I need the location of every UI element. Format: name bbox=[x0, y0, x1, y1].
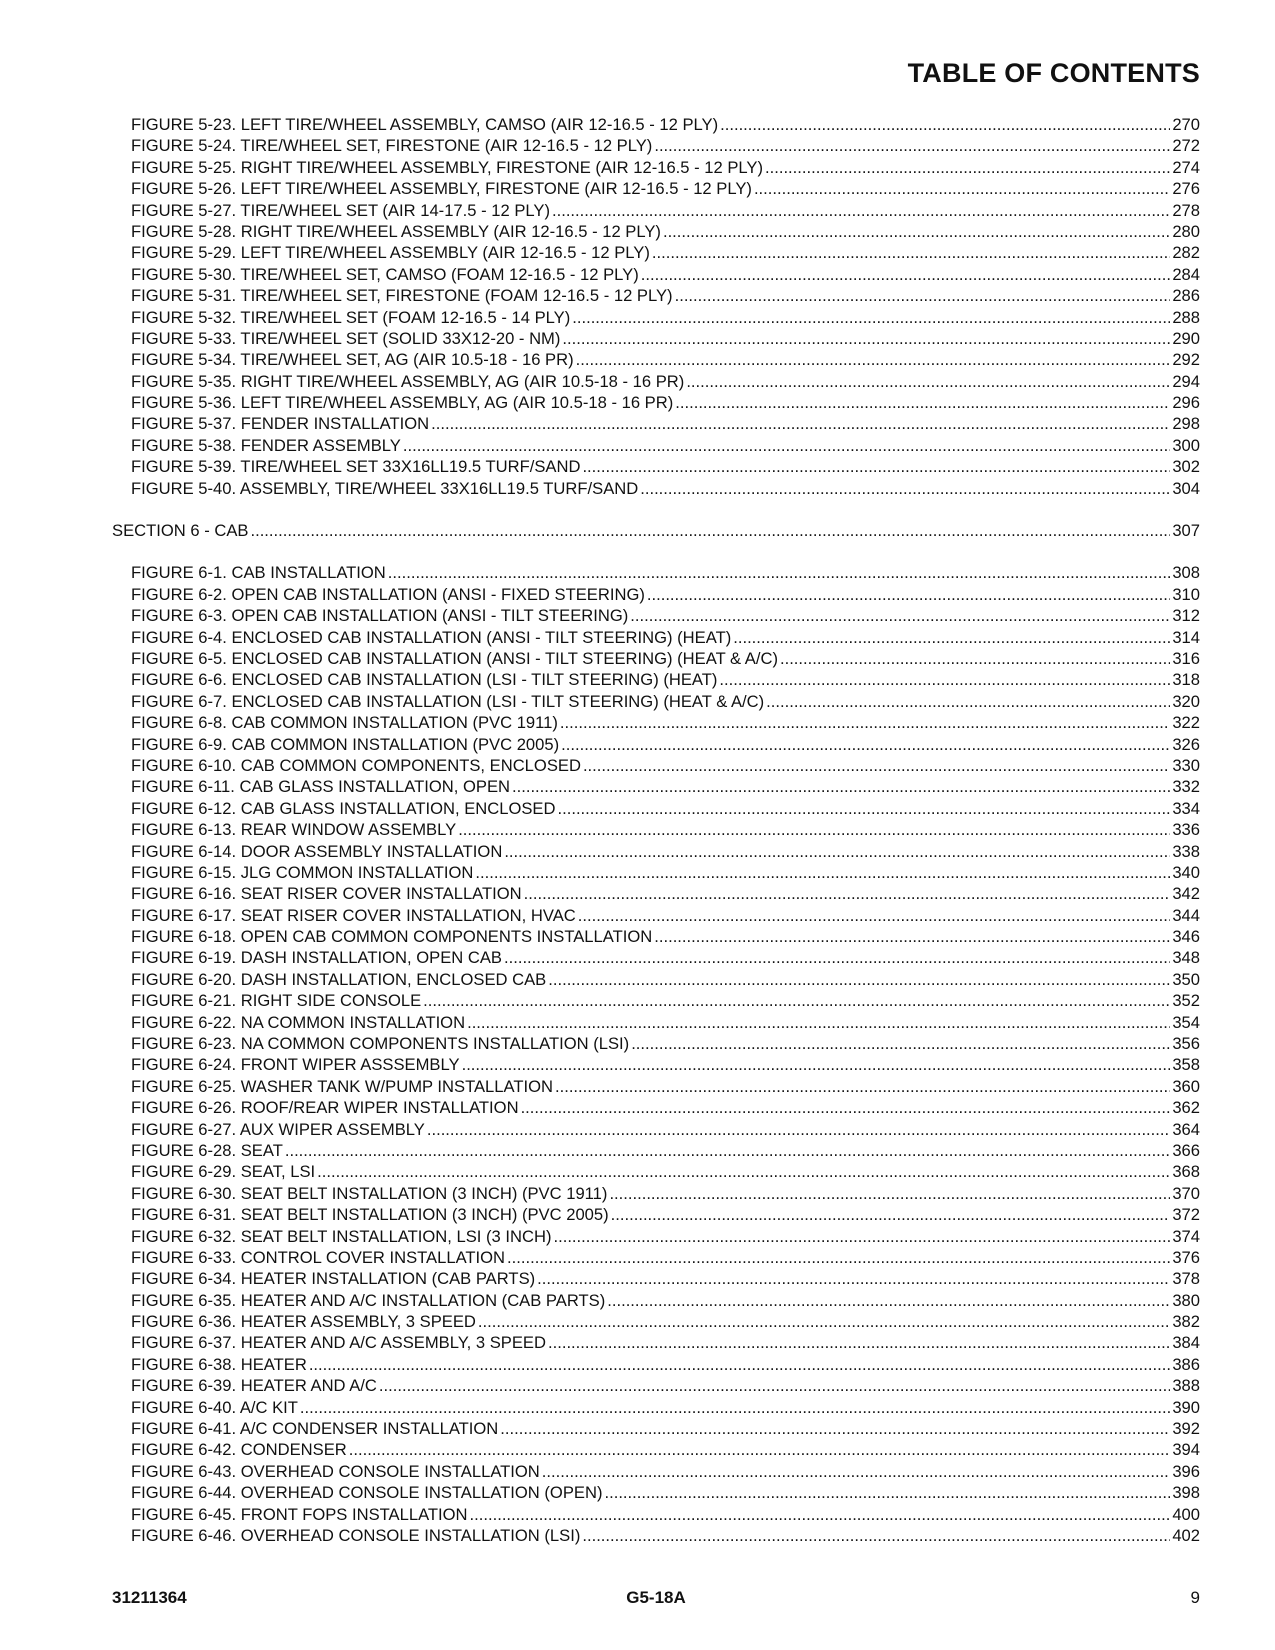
page-title: TABLE OF CONTENTS bbox=[907, 58, 1200, 88]
dot-leader bbox=[631, 1033, 1170, 1054]
toc-entry[interactable] bbox=[0, 562, 1275, 583]
toc-entry-page: 296 bbox=[1172, 393, 1200, 413]
dot-leader bbox=[478, 1311, 1170, 1332]
toc-entry-label: FIGURE 6-46. OVERHEAD CONSOLE INSTALLATION (LSI) bbox=[131, 1526, 581, 1545]
dot-leader bbox=[475, 862, 1170, 883]
dot-leader bbox=[462, 1054, 1171, 1075]
dot-leader bbox=[611, 1204, 1171, 1225]
toc-entry-label: FIGURE 6-41. A/C CONDENSER INSTALLATION bbox=[131, 1419, 499, 1439]
toc-entry-page: 346 bbox=[1172, 927, 1200, 947]
toc-entry-label: FIGURE 5-30. TIRE/WHEEL SET, CAMSO (FOAM 12-16.5 - 12 PLY) bbox=[131, 264, 639, 284]
spacer bbox=[0, 499, 1275, 520]
toc-entry-page: 278 bbox=[1172, 200, 1200, 220]
toc-entry[interactable] bbox=[0, 1525, 1275, 1546]
toc-entry-label: FIGURE 6-11. CAB GLASS INSTALLATION, OPEN bbox=[131, 777, 510, 797]
dot-leader bbox=[427, 1119, 1170, 1140]
dot-leader bbox=[582, 456, 1170, 477]
toc-entry[interactable] bbox=[0, 285, 1275, 306]
section-6-figure-list bbox=[0, 562, 1275, 1546]
toc-entry-page: 284 bbox=[1172, 264, 1200, 284]
dot-leader bbox=[652, 242, 1170, 263]
toc-entry-label: FIGURE 6-12. CAB GLASS INSTALLATION, ENCLOSED bbox=[131, 798, 556, 818]
dot-leader bbox=[317, 1161, 1170, 1182]
toc-entry-label: FIGURE 6-16. SEAT RISER COVER INSTALLATION bbox=[131, 884, 522, 904]
dot-leader bbox=[470, 1504, 1171, 1525]
toc-entry-page: 362 bbox=[1172, 1098, 1200, 1118]
dot-leader bbox=[576, 349, 1171, 370]
toc-entry[interactable] bbox=[0, 1504, 1275, 1525]
toc-entry-page: 394 bbox=[1172, 1440, 1200, 1460]
toc-entry-label: FIGURE 6-4. ENCLOSED CAB INSTALLATION (ANSI - TILT STEERING) (HEAT) bbox=[131, 627, 732, 647]
toc-entry-label: FIGURE 5-37. FENDER INSTALLATION bbox=[131, 414, 430, 434]
toc-entry-label: SECTION 6 - CAB bbox=[112, 521, 249, 541]
toc-entry-page: 298 bbox=[1172, 414, 1200, 434]
toc-entry-page: 292 bbox=[1172, 350, 1200, 370]
toc-entry-page: 344 bbox=[1172, 905, 1200, 925]
toc-entry-page: 354 bbox=[1172, 1012, 1200, 1032]
toc-entry-label: FIGURE 6-27. AUX WIPER ASSEMBLY bbox=[131, 1119, 425, 1139]
toc-entry[interactable] bbox=[0, 1033, 1275, 1054]
toc-entry-label: FIGURE 6-25. WASHER TANK W/PUMP INSTALLATION bbox=[131, 1076, 553, 1096]
toc-entry-label: FIGURE 5-31. TIRE/WHEEL SET, FIRESTONE (FOAM 12-16.5 - 12 PLY) bbox=[131, 286, 673, 306]
dot-leader bbox=[548, 1332, 1170, 1353]
dot-leader bbox=[537, 1268, 1170, 1289]
dot-leader bbox=[250, 520, 1170, 541]
toc-entry-label: FIGURE 6-36. HEATER ASSEMBLY, 3 SPEED bbox=[131, 1312, 476, 1332]
toc-entry-page: 340 bbox=[1172, 862, 1200, 882]
toc-entry-page: 358 bbox=[1172, 1055, 1200, 1075]
dot-leader bbox=[423, 990, 1170, 1011]
dot-leader bbox=[582, 1525, 1170, 1546]
toc-entry[interactable] bbox=[0, 1247, 1275, 1268]
dot-leader bbox=[467, 1012, 1170, 1033]
toc-entry-label: FIGURE 5-35. RIGHT TIRE/WHEEL ASSEMBLY, AG (AIR 10.5-18 - 16 PR) bbox=[131, 371, 685, 391]
toc-entry-label: FIGURE 5-34. TIRE/WHEEL SET, AG (AIR 10.5-18 - 16 PR) bbox=[131, 350, 574, 370]
toc-entry-label: FIGURE 6-21. RIGHT SIDE CONSOLE bbox=[131, 991, 422, 1011]
dot-leader bbox=[555, 1076, 1170, 1097]
toc-entry[interactable] bbox=[0, 1290, 1275, 1311]
section-5-figure-list bbox=[0, 114, 1275, 499]
toc-entry-label: FIGURE 6-17. SEAT RISER COVER INSTALLATION, HVAC bbox=[131, 905, 576, 925]
toc-entry-page: 308 bbox=[1172, 563, 1200, 583]
toc-entry[interactable] bbox=[0, 135, 1275, 156]
toc-entry[interactable] bbox=[0, 157, 1275, 178]
dot-leader bbox=[500, 1418, 1170, 1439]
dot-leader bbox=[285, 1140, 1170, 1161]
toc-entry[interactable] bbox=[0, 862, 1275, 883]
dot-leader bbox=[458, 819, 1170, 840]
toc-entry-label: FIGURE 6-39. HEATER AND A/C bbox=[131, 1376, 377, 1396]
toc-entry[interactable] bbox=[0, 819, 1275, 840]
toc-entry-page: 368 bbox=[1172, 1162, 1200, 1182]
toc-entry-label: FIGURE 6-5. ENCLOSED CAB INSTALLATION (ANSI - TILT STEERING) (HEAT & A/C) bbox=[131, 648, 778, 668]
document-number: 31211364 bbox=[112, 1588, 187, 1607]
toc-entry-page: 376 bbox=[1172, 1247, 1200, 1267]
toc-entry[interactable] bbox=[0, 200, 1275, 221]
toc-entry[interactable] bbox=[0, 627, 1275, 648]
toc-entry[interactable] bbox=[0, 1332, 1275, 1353]
toc-entry-page: 276 bbox=[1172, 179, 1200, 199]
toc-entry[interactable] bbox=[0, 712, 1275, 733]
toc-entry-page: 302 bbox=[1172, 457, 1200, 477]
dot-leader bbox=[654, 926, 1170, 947]
toc-entry-label: FIGURE 5-36. LEFT TIRE/WHEEL ASSEMBLY, AG (AIR 10.5-18 - 16 PR) bbox=[131, 393, 674, 413]
toc-entry[interactable] bbox=[0, 478, 1275, 499]
model-number: G5-18A bbox=[626, 1588, 686, 1607]
dot-leader bbox=[561, 734, 1170, 755]
toc-entry-page: 326 bbox=[1172, 734, 1200, 754]
toc-entry-page: 352 bbox=[1172, 991, 1200, 1011]
toc-entry[interactable] bbox=[0, 947, 1275, 968]
toc-entry[interactable] bbox=[0, 264, 1275, 285]
toc-entry-page: 360 bbox=[1172, 1076, 1200, 1096]
toc-entry-label: FIGURE 6-38. HEATER bbox=[131, 1354, 307, 1374]
dot-leader bbox=[349, 1439, 1171, 1460]
toc-entry[interactable] bbox=[0, 435, 1275, 456]
dot-leader bbox=[431, 413, 1170, 434]
toc-entry-label: FIGURE 5-23. LEFT TIRE/WHEEL ASSEMBLY, CAMSO (AIR 12-16.5 - 12 PLY) bbox=[131, 115, 719, 134]
toc-entry-label: FIGURE 6-45. FRONT FOPS INSTALLATION bbox=[131, 1504, 468, 1524]
toc-entry-label: FIGURE 6-31. SEAT BELT INSTALLATION (3 INCH) (PVC 2005) bbox=[131, 1205, 609, 1225]
toc-entry-label: FIGURE 5-38. FENDER ASSEMBLY bbox=[131, 435, 401, 455]
dot-leader bbox=[583, 755, 1170, 776]
toc-entry-label: FIGURE 6-2. OPEN CAB INSTALLATION (ANSI - FIXED STEERING) bbox=[131, 584, 645, 604]
dot-leader bbox=[553, 1226, 1170, 1247]
dot-leader bbox=[766, 691, 1170, 712]
toc-entry-page: 386 bbox=[1172, 1354, 1200, 1374]
toc-entry-label: FIGURE 5-26. LEFT TIRE/WHEEL ASSEMBLY, FIRESTONE (AIR 12-16.5 - 12 PLY) bbox=[131, 179, 752, 199]
toc-entry-label: FIGURE 5-33. TIRE/WHEEL SET (SOLID 33X12-20 - NM) bbox=[131, 328, 561, 348]
toc-entry[interactable] bbox=[0, 371, 1275, 392]
dot-leader bbox=[641, 264, 1171, 285]
toc-entry-page: 334 bbox=[1172, 798, 1200, 818]
toc-entry-page: 304 bbox=[1172, 478, 1200, 498]
toc-entry[interactable] bbox=[0, 841, 1275, 862]
dot-leader bbox=[300, 1397, 1170, 1418]
toc-entry-page: 348 bbox=[1172, 948, 1200, 968]
toc-entry-page: 372 bbox=[1172, 1205, 1200, 1225]
toc-entry-label: FIGURE 5-25. RIGHT TIRE/WHEEL ASSEMBLY, FIRESTONE (AIR 12-16.5 - 12 PLY) bbox=[131, 157, 763, 177]
toc-entry-label: FIGURE 5-24. TIRE/WHEEL SET, FIRESTONE (AIR 12-16.5 - 12 PLY) bbox=[131, 136, 653, 156]
toc-entry[interactable] bbox=[0, 1311, 1275, 1332]
dot-leader bbox=[754, 178, 1170, 199]
toc-entry-page: 382 bbox=[1172, 1312, 1200, 1332]
toc-entry[interactable] bbox=[0, 798, 1275, 819]
dot-leader bbox=[675, 285, 1171, 306]
toc-entry[interactable] bbox=[0, 1140, 1275, 1161]
dot-leader bbox=[504, 947, 1170, 968]
dot-leader bbox=[572, 307, 1170, 328]
toc-entry[interactable] bbox=[0, 1183, 1275, 1204]
dot-leader bbox=[552, 200, 1170, 221]
dot-leader bbox=[640, 478, 1170, 499]
toc-entry[interactable] bbox=[0, 883, 1275, 904]
dot-leader bbox=[654, 135, 1170, 156]
toc-entry-page: 402 bbox=[1172, 1526, 1200, 1545]
toc-entry-page: 374 bbox=[1172, 1226, 1200, 1246]
toc-entry-label: FIGURE 6-8. CAB COMMON INSTALLATION (PVC 1911) bbox=[131, 713, 558, 733]
toc-entry-page: 330 bbox=[1172, 755, 1200, 775]
toc-entry[interactable] bbox=[0, 669, 1275, 690]
toc-section-6[interactable] bbox=[0, 520, 1275, 541]
toc-entry[interactable] bbox=[0, 1097, 1275, 1118]
toc-entry-page: 322 bbox=[1172, 713, 1200, 733]
toc-entry-label: FIGURE 6-19. DASH INSTALLATION, OPEN CAB bbox=[131, 948, 502, 968]
toc-entry-page: 380 bbox=[1172, 1290, 1200, 1310]
toc-entry[interactable] bbox=[0, 456, 1275, 477]
toc-entry-page: 290 bbox=[1172, 328, 1200, 348]
toc-entry-page: 390 bbox=[1172, 1397, 1200, 1417]
toc-entry[interactable] bbox=[0, 178, 1275, 199]
toc-entry-page: 400 bbox=[1172, 1504, 1200, 1524]
toc-entry-page: 316 bbox=[1172, 648, 1200, 668]
toc-entry[interactable] bbox=[0, 584, 1275, 605]
toc-entry[interactable] bbox=[0, 1418, 1275, 1439]
dot-leader bbox=[524, 883, 1171, 904]
toc-entry-page: 318 bbox=[1172, 670, 1200, 690]
toc-entry-page: 388 bbox=[1172, 1376, 1200, 1396]
toc-entry[interactable] bbox=[0, 990, 1275, 1011]
dot-leader bbox=[507, 1247, 1170, 1268]
toc-entry-label: FIGURE 6-6. ENCLOSED CAB INSTALLATION (LSI - TILT STEERING) (HEAT) bbox=[131, 670, 718, 690]
toc-entry-page: 392 bbox=[1172, 1419, 1200, 1439]
toc-entry-page: 396 bbox=[1172, 1461, 1200, 1481]
toc-entry-page: 282 bbox=[1172, 243, 1200, 263]
dot-leader bbox=[578, 905, 1171, 926]
dot-leader bbox=[663, 221, 1170, 242]
dot-leader bbox=[521, 1097, 1171, 1118]
toc-entry-page: 350 bbox=[1172, 969, 1200, 989]
toc-entry-page: 280 bbox=[1172, 221, 1200, 241]
toc-entry-page: 300 bbox=[1172, 435, 1200, 455]
toc-entry-label: FIGURE 6-22. NA COMMON INSTALLATION bbox=[131, 1012, 466, 1032]
dot-leader bbox=[630, 605, 1170, 626]
toc-entry[interactable] bbox=[0, 1268, 1275, 1289]
dot-leader bbox=[647, 584, 1170, 605]
toc-entry-page: 370 bbox=[1172, 1183, 1200, 1203]
toc-entry[interactable] bbox=[0, 413, 1275, 434]
toc-entry-page: 364 bbox=[1172, 1119, 1200, 1139]
toc-entry-page: 356 bbox=[1172, 1034, 1200, 1054]
dot-leader bbox=[720, 114, 1170, 135]
dot-leader bbox=[675, 392, 1170, 413]
toc-entry[interactable] bbox=[0, 392, 1275, 413]
dot-leader bbox=[609, 1183, 1170, 1204]
toc-entry-label: FIGURE 6-20. DASH INSTALLATION, ENCLOSED CAB bbox=[131, 969, 547, 989]
toc-entry-label: FIGURE 6-42. CONDENSER bbox=[131, 1440, 347, 1460]
toc-entry-label: FIGURE 6-9. CAB COMMON INSTALLATION (PVC 2005) bbox=[131, 734, 560, 754]
toc-entry-page: 314 bbox=[1172, 627, 1200, 647]
toc-entry-page: 312 bbox=[1172, 606, 1200, 626]
toc-entry[interactable] bbox=[0, 1119, 1275, 1140]
dot-leader bbox=[512, 776, 1170, 797]
dot-leader bbox=[379, 1375, 1170, 1396]
toc-entry[interactable] bbox=[0, 776, 1275, 797]
toc-entry[interactable] bbox=[0, 1482, 1275, 1503]
toc-entry-label: FIGURE 6-10. CAB COMMON COMPONENTS, ENCLOSED bbox=[131, 755, 581, 775]
toc-entry-label: FIGURE 6-13. REAR WINDOW ASSEMBLY bbox=[131, 820, 457, 840]
toc-entry-page: 332 bbox=[1172, 777, 1200, 797]
dot-leader bbox=[542, 1461, 1171, 1482]
toc-entry[interactable] bbox=[0, 1204, 1275, 1225]
toc-entry-label: FIGURE 6-15. JLG COMMON INSTALLATION bbox=[131, 862, 474, 882]
toc-entry[interactable] bbox=[0, 307, 1275, 328]
toc-entry-label: FIGURE 6-34. HEATER INSTALLATION (CAB PARTS) bbox=[131, 1269, 536, 1289]
toc-entry-label: FIGURE 6-43. OVERHEAD CONSOLE INSTALLATION bbox=[131, 1461, 540, 1481]
toc-entry-page: 342 bbox=[1172, 884, 1200, 904]
toc-entry-page: 274 bbox=[1172, 157, 1200, 177]
table-of-contents bbox=[0, 114, 1275, 1546]
toc-entry-page: 336 bbox=[1172, 820, 1200, 840]
toc-entry[interactable] bbox=[0, 221, 1275, 242]
dot-leader bbox=[686, 371, 1170, 392]
toc-entry-page: 286 bbox=[1172, 286, 1200, 306]
toc-entry[interactable] bbox=[0, 349, 1275, 370]
toc-entry-page: 294 bbox=[1172, 371, 1200, 391]
toc-entry-label: FIGURE 6-40. A/C KIT bbox=[131, 1397, 298, 1417]
toc-entry-label: FIGURE 5-39. TIRE/WHEEL SET 33X16LL19.5 TURF/SAND bbox=[131, 457, 581, 477]
toc-entry-label: FIGURE 5-28. RIGHT TIRE/WHEEL ASSEMBLY (AIR 12-16.5 - 12 PLY) bbox=[131, 221, 661, 241]
dot-leader bbox=[604, 1482, 1170, 1503]
toc-entry-page: 320 bbox=[1172, 691, 1200, 711]
toc-entry[interactable] bbox=[0, 1375, 1275, 1396]
toc-entry-label: FIGURE 6-7. ENCLOSED CAB INSTALLATION (LSI - TILT STEERING) (HEAT & A/C) bbox=[131, 691, 765, 711]
toc-entry-label: FIGURE 6-30. SEAT BELT INSTALLATION (3 INCH) (PVC 1911) bbox=[131, 1183, 608, 1203]
toc-entry[interactable] bbox=[0, 734, 1275, 755]
dot-leader bbox=[719, 669, 1170, 690]
dot-leader bbox=[765, 157, 1170, 178]
toc-entry-label: FIGURE 6-35. HEATER AND A/C INSTALLATION (CAB PARTS) bbox=[131, 1290, 606, 1310]
toc-entry-label: FIGURE 6-14. DOOR ASSEMBLY INSTALLATION bbox=[131, 841, 503, 861]
toc-entry-page: 366 bbox=[1172, 1140, 1200, 1160]
toc-entry[interactable] bbox=[0, 1161, 1275, 1182]
dot-leader bbox=[558, 798, 1171, 819]
spacer bbox=[0, 541, 1275, 562]
toc-entry[interactable] bbox=[0, 969, 1275, 990]
toc-entry[interactable] bbox=[0, 1226, 1275, 1247]
toc-entry-page: 384 bbox=[1172, 1333, 1200, 1353]
toc-entry-label: FIGURE 5-27. TIRE/WHEEL SET (AIR 14-17.5 - 12 PLY) bbox=[131, 200, 550, 220]
toc-entry-page: 378 bbox=[1172, 1269, 1200, 1289]
page-footer bbox=[112, 1588, 1200, 1612]
dot-leader bbox=[388, 562, 1171, 583]
toc-entry[interactable] bbox=[0, 1012, 1275, 1033]
toc-entry[interactable] bbox=[0, 648, 1275, 669]
toc-entry[interactable] bbox=[0, 1354, 1275, 1375]
toc-entry-page: 310 bbox=[1172, 584, 1200, 604]
dot-leader bbox=[309, 1354, 1171, 1375]
toc-entry-page: 272 bbox=[1172, 136, 1200, 156]
dot-leader bbox=[560, 712, 1170, 733]
toc-entry-label: FIGURE 6-29. SEAT, LSI bbox=[131, 1162, 316, 1182]
toc-entry[interactable] bbox=[0, 242, 1275, 263]
toc-entry-page: 338 bbox=[1172, 841, 1200, 861]
toc-entry-label: FIGURE 5-32. TIRE/WHEEL SET (FOAM 12-16.5 - 14 PLY) bbox=[131, 307, 571, 327]
toc-entry-label: FIGURE 6-44. OVERHEAD CONSOLE INSTALLATION (OPEN) bbox=[131, 1483, 603, 1503]
toc-entry-label: FIGURE 6-26. ROOF/REAR WIPER INSTALLATION bbox=[131, 1098, 519, 1118]
toc-entry[interactable] bbox=[0, 1397, 1275, 1418]
toc-entry-label: FIGURE 5-40. ASSEMBLY, TIRE/WHEEL 33X16LL19.5 TURF/SAND bbox=[131, 478, 639, 498]
toc-entry[interactable] bbox=[0, 691, 1275, 712]
toc-entry-page: 307 bbox=[1172, 521, 1200, 541]
toc-entry[interactable] bbox=[0, 1439, 1275, 1460]
toc-entry-page: 398 bbox=[1172, 1483, 1200, 1503]
dot-leader bbox=[403, 435, 1170, 456]
toc-entry[interactable] bbox=[0, 926, 1275, 947]
toc-entry[interactable] bbox=[0, 905, 1275, 926]
toc-entry-label: FIGURE 6-18. OPEN CAB COMMON COMPONENTS INSTALLATION bbox=[131, 927, 653, 947]
toc-entry-label: FIGURE 6-32. SEAT BELT INSTALLATION, LSI (3 INCH) bbox=[131, 1226, 552, 1246]
toc-entry[interactable] bbox=[0, 328, 1275, 349]
toc-entry-label: FIGURE 6-33. CONTROL COVER INSTALLATION bbox=[131, 1247, 506, 1267]
dot-leader bbox=[780, 648, 1170, 669]
toc-entry-label: FIGURE 6-1. CAB INSTALLATION bbox=[131, 563, 386, 583]
toc-entry-page: 270 bbox=[1172, 115, 1200, 134]
toc-entry-page: 288 bbox=[1172, 307, 1200, 327]
page-number: 9 bbox=[1190, 1588, 1200, 1607]
toc-entry-label: FIGURE 6-23. NA COMMON COMPONENTS INSTALLATION (LSI) bbox=[131, 1034, 630, 1054]
toc-entry[interactable] bbox=[0, 1461, 1275, 1482]
toc-entry-label: FIGURE 6-3. OPEN CAB INSTALLATION (ANSI - TILT STEERING) bbox=[131, 606, 629, 626]
dot-leader bbox=[733, 627, 1170, 648]
toc-entry-label: FIGURE 6-24. FRONT WIPER ASSSEMBLY bbox=[131, 1055, 460, 1075]
toc-entry[interactable] bbox=[0, 755, 1275, 776]
toc-entry[interactable] bbox=[0, 1076, 1275, 1097]
toc-entry-label: FIGURE 6-28. SEAT bbox=[131, 1140, 283, 1160]
toc-entry[interactable] bbox=[0, 605, 1275, 626]
toc-entry[interactable] bbox=[0, 114, 1275, 135]
toc-entry-label: FIGURE 6-37. HEATER AND A/C ASSEMBLY, 3 SPEED bbox=[131, 1333, 546, 1353]
toc-entry-label: FIGURE 5-29. LEFT TIRE/WHEEL ASSEMBLY (AIR 12-16.5 - 12 PLY) bbox=[131, 243, 650, 263]
dot-leader bbox=[562, 328, 1170, 349]
dot-leader bbox=[504, 841, 1170, 862]
toc-entry[interactable] bbox=[0, 1054, 1275, 1075]
dot-leader bbox=[607, 1290, 1170, 1311]
dot-leader bbox=[548, 969, 1170, 990]
